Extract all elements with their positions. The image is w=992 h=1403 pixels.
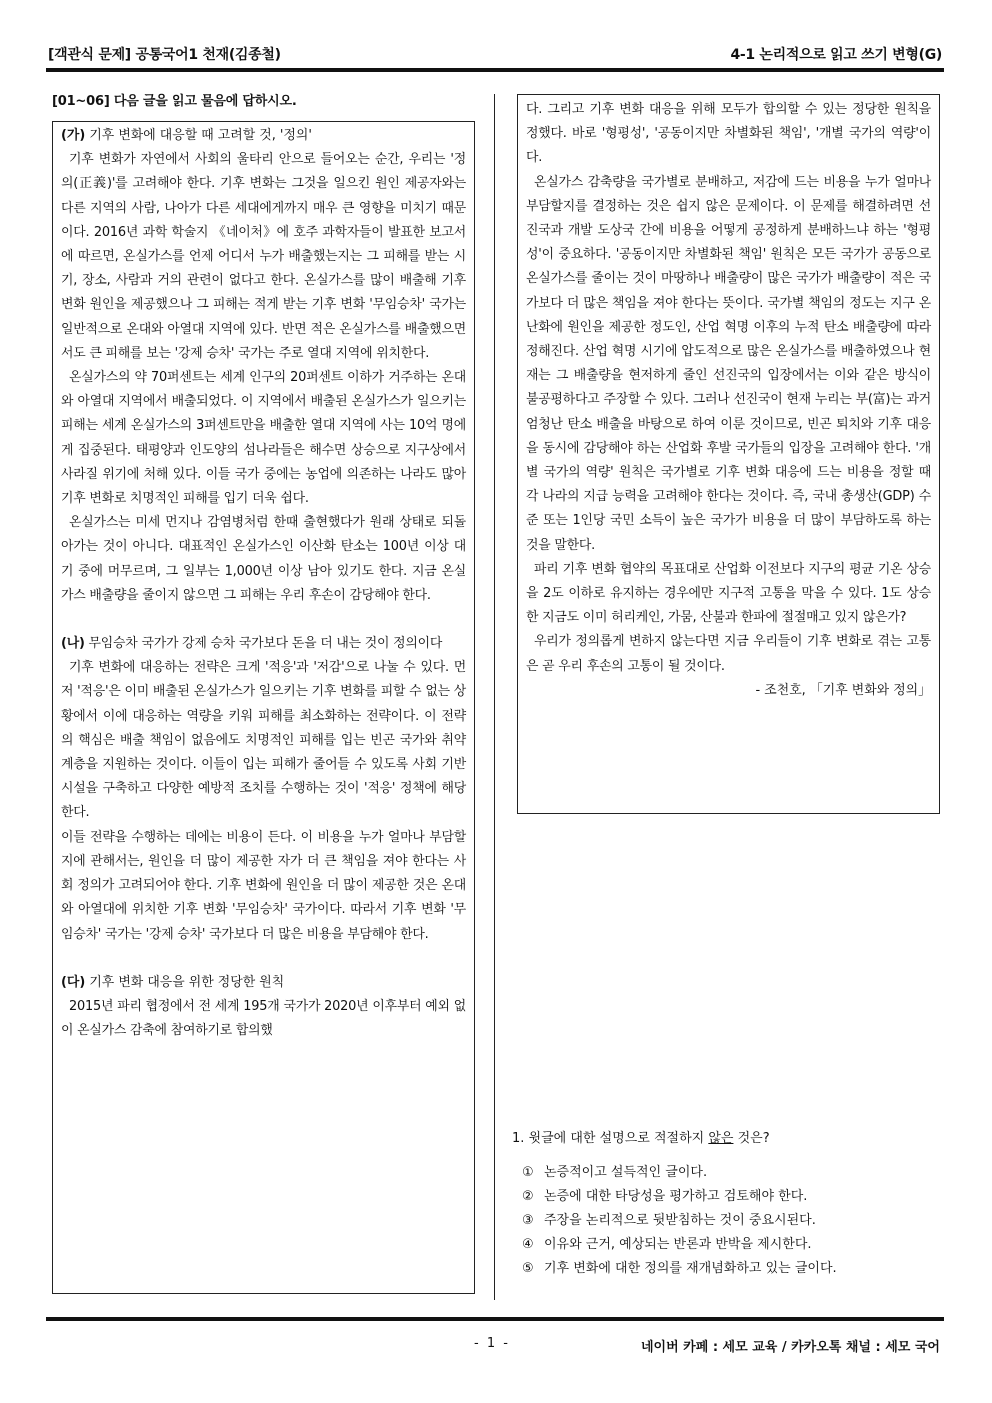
section-na-label: (나) [61, 636, 85, 652]
option-text: 이유와 근거, 예상되는 반론과 반박을 제시한다. [544, 1237, 812, 1252]
answer-option-1[interactable] [522, 1161, 837, 1185]
option-number: ① [522, 1165, 534, 1180]
spacer [61, 947, 466, 971]
section-da-heading: 기후 변화 대응을 위한 정당한 원칙 [85, 974, 285, 990]
instruction: [01~06] 다음 글을 읽고 물음에 답하시오. [52, 94, 297, 109]
page-number: - 1 - [474, 1336, 510, 1351]
paragraph: 파리 기후 변화 협약의 목표대로 산업화 이전보다 지구의 평균 기온 상승을 2도 이하로 유지하는 경우에만 지구적 고통을 막을 수 있다. 1도 상승한 지금도 이미 허리케인, 가뭄, 산불과 한파에 절절매고 있지 않은가? [526, 561, 931, 626]
option-text: 논증에 대한 타당성을 평가하고 검토해야 한다. [544, 1189, 808, 1204]
paragraph: 다. 그리고 기후 변화 대응을 위해 모두가 합의할 수 있는 정당한 원칙을 정했다. 바로 '형평성', '공동이지만 차별화된 책임', '개별 국가의 역량'이다. [526, 102, 931, 166]
section-na-title [61, 632, 466, 656]
option-number: ④ [522, 1237, 534, 1252]
answer-option-4[interactable] [522, 1233, 837, 1257]
section-ga-heading: 기후 변화에 대응할 때 고려할 것, '정의' [85, 128, 312, 143]
section-ga-title [61, 124, 466, 148]
answer-option-3[interactable] [522, 1209, 837, 1233]
answer-options [522, 1161, 837, 1281]
paragraph: 기후 변화에 대응하는 전략은 크게 '적응'과 '저감'으로 나눌 수 있다. 먼저 '적응'은 이미 배출된 온실가스가 일으키는 기후 변화를 피할 수 없는 상황에서 이에 대응하는 역량을 키워 피해를 최소화하는 전략이다. 이 전략의 핵심은 배출 책임이 없음에도 치명적인 피해를 입는 빈곤 국가와 취약 계층을 지원하는 것이다. 이들이 입는 피해가 줄어들 수 있도록 사회 기반 시설을 구축하고 다양한 예방적 조치를 수행하는 것이 '적응' 정책에 해당한다. [61, 660, 466, 821]
section-da-title [61, 971, 466, 995]
section-da-label: (다) [61, 974, 86, 990]
header-title: [객관식 문제] 공통국어1 천재(김종철) [48, 47, 281, 63]
section-na-heading: 무임승차 국가가 강제 승차 국가보다 돈을 더 내는 것이 정의이다 [84, 636, 443, 652]
question-stem [512, 1127, 770, 1146]
question-underlined: 않은 [708, 1131, 734, 1146]
answer-option-2[interactable] [522, 1185, 837, 1209]
paragraph: 온실가스 감축량을 국가별로 분배하고, 저감에 드는 비용을 누가 얼마나 부담할지를 결정하는 것은 쉽지 않은 문제이다. 이 문제를 해결하려면 선진국과 개발 도상국 간에 비용을 어떻게 공정하게 분배하느냐 하는 '형평성'이 중요하다. '공동이지만 차별화된 책임' 원칙은 모든 국가가 공동으로 온실가스를 줄이는 것이 마땅하나 배출량이 많은 국가가 배출량이 적은 국가보다 더 많은 책임을 져야 한다는 뜻이다. 국가별 책임의 정도는 지구 온난화에 원인을 제공한 정도인, 산업 혁명 이후의 누적 탄소 배출량에 따라 정해진다. 산업 혁명 시기에 압도적으로 많은 온실가스를 배출하였으나 현재는 그 배출량을 현저하게 줄인 선진국의 입장에서는 이와 같은 방식이 불공평하다고 주장할 수 있다. 그러나 선진국이 현재 누리는 부(富)는 과거 엄청난 탄소 배출을 바탕으로 하여 이룬 것이므로, 빈곤 퇴치와 기후 대응을 동시에 감당해야 하는 산업화 후발 국가들의 입장을 고려해야 한다. '개별 국가의 역량' 원칙은 국가별로 기후 변화 대응에 드는 비용을 정할 때 각 나라의 지급 능력을 고려해야 한다는 것이다. 즉, 국내 총생산(GDP) 수준 또는 1인당 국민 소득이 높은 국가가 비용을 더 많이 부담하도록 하는 것을 말한다. [526, 174, 931, 553]
spacer [61, 608, 466, 632]
paragraph: 기후 변화가 자연에서 사회의 울타리 안으로 들어오는 순간, 우리는 '정의(正義)'를 고려해야 한다. 기후 변화는 그것을 일으킨 원인 제공자와는 다른 지역의 사람, 나아가 다른 세대에게까지 매우 큰 영향을 미치기 때문이다. 2016년 과학 학술지 《네이처》에 호주 과학자들이 발표한 보고서에 따르면, 온실가스를 언제 어디서 누가 배출했는지는 그 피해를 받는 시기, 장소, 사람과 거의 관련이 없다고 한다. 온실가스를 많이 배출해 기후 변화 원인을 제공했으나 그 피해는 적게 받는 기후 변화 '무임승차' 국가는 일반적으로 온대와 아열대 지역에 있다. 반면 적은 온실가스를 배출했으면서도 큰 피해를 보는 '강제 승차' 국가는 주로 열대 지역에 위치한다. [61, 152, 466, 361]
passage-box-right [517, 94, 940, 814]
option-text: 주장을 논리적으로 뒷받침하는 것이 중요시된다. [544, 1213, 816, 1228]
paragraph: 우리가 정의롭게 변하지 않는다면 지금 우리들이 기후 변화로 겪는 고통은 곧 우리 후손의 고통이 될 것이다. [526, 634, 931, 674]
question-suffix: 것은? [733, 1131, 770, 1146]
paragraph: 온실가스는 미세 먼지나 감염병처럼 한때 출현했다가 원래 상태로 되돌아가는 것이 아니다. 대표적인 온실가스인 이산화 탄소는 100년 이상 대기 중에 머무르며, 그 일부는 1,000년 이상 남아 있기도 한다. 지금 온실가스 배출량을 줄이지 않으면 그 피해는 우리 후손이 감당해야 한다. [61, 515, 466, 603]
section-ga-label: (가) [61, 128, 86, 143]
question-prefix: 1. 윗글에 대한 설명으로 적절하지 [512, 1131, 709, 1146]
option-text: 기후 변화에 대한 정의를 재개념화하고 있는 글이다. [544, 1261, 837, 1276]
header-unit: 4-1 논리적으로 읽고 쓰기 변형(G) [730, 47, 942, 63]
footer-channel: 네이버 카페 : 세모 교육 / 카카오톡 채널 : 세모 국어 [640, 1340, 940, 1355]
bottom-rule [46, 1317, 944, 1321]
paragraph: 온실가스의 약 70퍼센트는 세계 인구의 20퍼센트 이하가 거주하는 온대와 아열대 지역에서 배출되었다. 이 지역에서 배출된 온실가스가 일으키는 피해는 세계 온실가스의 3퍼센트만을 배출한 열대 지역에 사는 10억 명에게 집중된다. 태평양과 인도양의 섬나라들은 해수면 상승으로 지구상에서 사라질 위기에 처해 있다. 이들 국가 중에는 농업에 의존하는 나라도 많아 기후 변화로 치명적인 피해를 입기 더욱 쉽다. [61, 370, 466, 507]
top-rule [46, 68, 944, 72]
answer-option-5[interactable] [522, 1257, 837, 1281]
column-divider [494, 94, 495, 1300]
option-number: ③ [522, 1213, 534, 1228]
option-number: ⑤ [522, 1261, 534, 1276]
citation: - 조천호, 「기후 변화와 정의」 [755, 682, 931, 698]
option-text: 논증적이고 설득적인 글이다. [544, 1165, 708, 1180]
paragraph: 이들 전략을 수행하는 데에는 비용이 든다. 이 비용을 누가 얼마나 부담할지에 관해서는, 원인을 더 많이 제공한 자가 더 큰 책임을 져야 한다는 사회 정의가 고려되어야 한다. 기후 변화에 원인을 더 많이 제공한 것은 온대와 아열대에 위치한 기후 변화 '무임승차' 국가이다. 따라서 기후 변화 '무임승차' 국가는 '강제 승차' 국가보다 더 많은 비용을 부담해야 한다. [61, 829, 466, 942]
paragraph: 2015년 파리 협정에서 전 세계 195개 국가가 2020년 이후부터 예외 없이 온실가스 감축에 참여하기로 합의했 [61, 998, 466, 1039]
option-number: ② [522, 1189, 534, 1204]
passage-box-left [52, 121, 475, 1294]
